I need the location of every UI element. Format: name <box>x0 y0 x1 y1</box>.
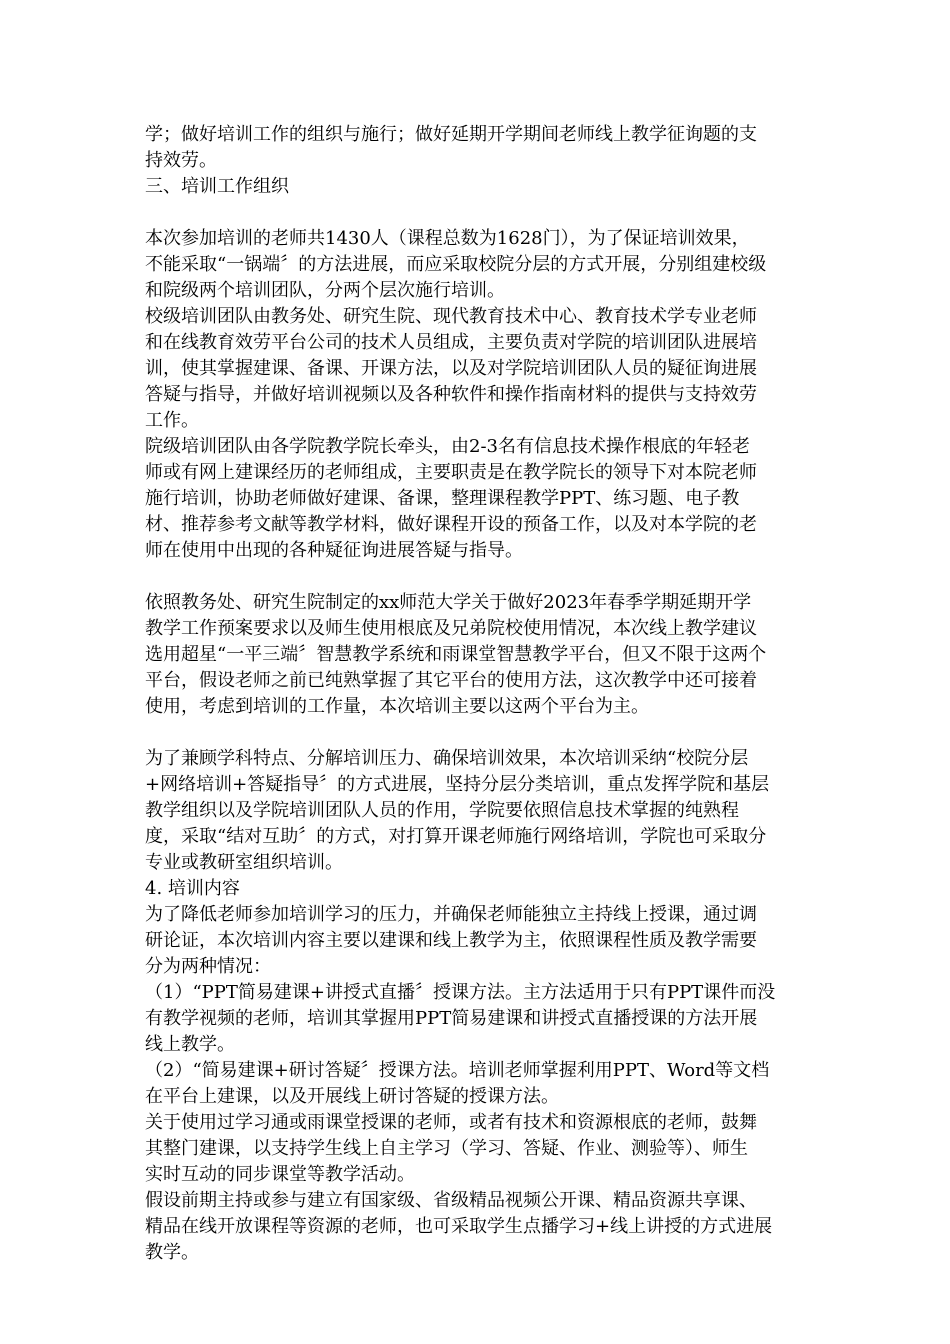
document-page <box>145 122 810 1266</box>
paragraph-school-team: 校级培训团队由教务处、研究生院、现代教育技术中心、教育技术学专业老师 和在线教育效劳平台公司的技术人员组成，主要负责对学院的培训团队进展培 训，使其掌握建课、备课、开课方法，以及对学院培训团队人员的疑征询进展 答疑与指导，并做好培训视频以及各种软件和操作指南材料的提供与支持效劳 工作。 <box>145 306 757 431</box>
section-heading-training-content: 4. 培训内容 <box>145 878 240 899</box>
paragraph-spacer <box>145 200 810 226</box>
paragraph-participants: 本次参加培训的老师共1430人（课程总数为1628门），为了保证培训效果， 不能采取“一锅端〞的方法进展，而应采取校院分层的方式开展，分别组建校级 和院级两个培训团队，分两个层次施行培训。 <box>145 228 767 301</box>
paragraph-content-intro: 为了降低老师参加培训学习的压力，并确保老师能独立主持线上授课，通过调 研论证，本次培训内容主要以建课和线上教学为主，依照课程性质及教学需要 分为两种情况： <box>145 904 757 977</box>
paragraph-method-1: （1）“PPT简易建课+讲授式直播〞授课方法。主方法适用于只有PPT课件而没 有教学视频的老师，培训其掌握用PPT简易建课和讲授式直播授课的方法开展 线上教学。 <box>145 982 776 1055</box>
section-heading-training-organization: 三、培训工作组织 <box>145 176 289 197</box>
paragraph-method-2: （2）“简易建课+研讨答疑〞授课方法。培训老师掌握利用PPT、Word等文档 在平台上建课，以及开展线上研讨答疑的授课方法。 <box>145 1060 770 1107</box>
paragraph-spacer <box>145 720 810 746</box>
paragraph-experienced-teachers: 关于使用过学习通或雨课堂授课的老师，或者有技术和资源根底的老师，鼓舞 其整门建课，以支持学生线上自主学习（学习、答疑、作业、测验等）、师生 实时互动的同步课堂等教学活动。 <box>145 1112 757 1185</box>
paragraph-college-team: 院级培训团队由各学院教学院长牵头，由2-3名有信息技术操作根底的年轻老 师或有网上建课经历的老师组成，主要职责是在教学院长的领导下对本院老师 施行培训，协助老师做好建课、备课，整理课程教学PPT、练习题、电子教 材、推荐参考文献等教学材料，做好课程开设的预备工作，以及对本学院的老 师在使用中出现的各种疑征询进展答疑与指导。 <box>145 436 757 561</box>
paragraph-platform-choice: 依照教务处、研究生院制定的xx师范大学关于做好2023年春季学期延期开学 教学工作预案要求以及师生使用根底及兄弟院校使用情况，本次线上教学建议 选用超星“一平三端〞智慧教学系统和雨课堂智慧教学平台，但又不限于这两个 平台，假设老师之前已纯熟掌握了其它平台的使用方法，这次教学中还可接着 使用，考虑到培训的工作量，本次培训主要以这两个平台为主。 <box>145 592 767 717</box>
paragraph-spacer <box>145 564 810 590</box>
paragraph-continuation: 学；做好培训工作的组织与施行；做好延期开学期间老师线上教学征询题的支 持效劳。 <box>145 124 757 171</box>
paragraph-quality-courses: 假设前期主持或参与建立有国家级、省级精品视频公开课、精品资源共享课、 精品在线开放课程等资源的老师，也可采取学生点播学习+线上讲授的方式进展 教学。 <box>145 1190 773 1263</box>
paragraph-training-approach: 为了兼顾学科特点、分解培训压力、确保培训效果，本次培训采纳“校院分层 +网络培训+答疑指导〞的方式进展，坚持分层分类培训，重点发挥学院和基层 教学组织以及学院培训团队人员的作用，学院要依照信息技术掌握的纯熟程 度，采取“结对互助〞的方式，对打算开课老师施行网络培训，学院也可采取分 专业或教研室组织培训。 <box>145 748 770 873</box>
